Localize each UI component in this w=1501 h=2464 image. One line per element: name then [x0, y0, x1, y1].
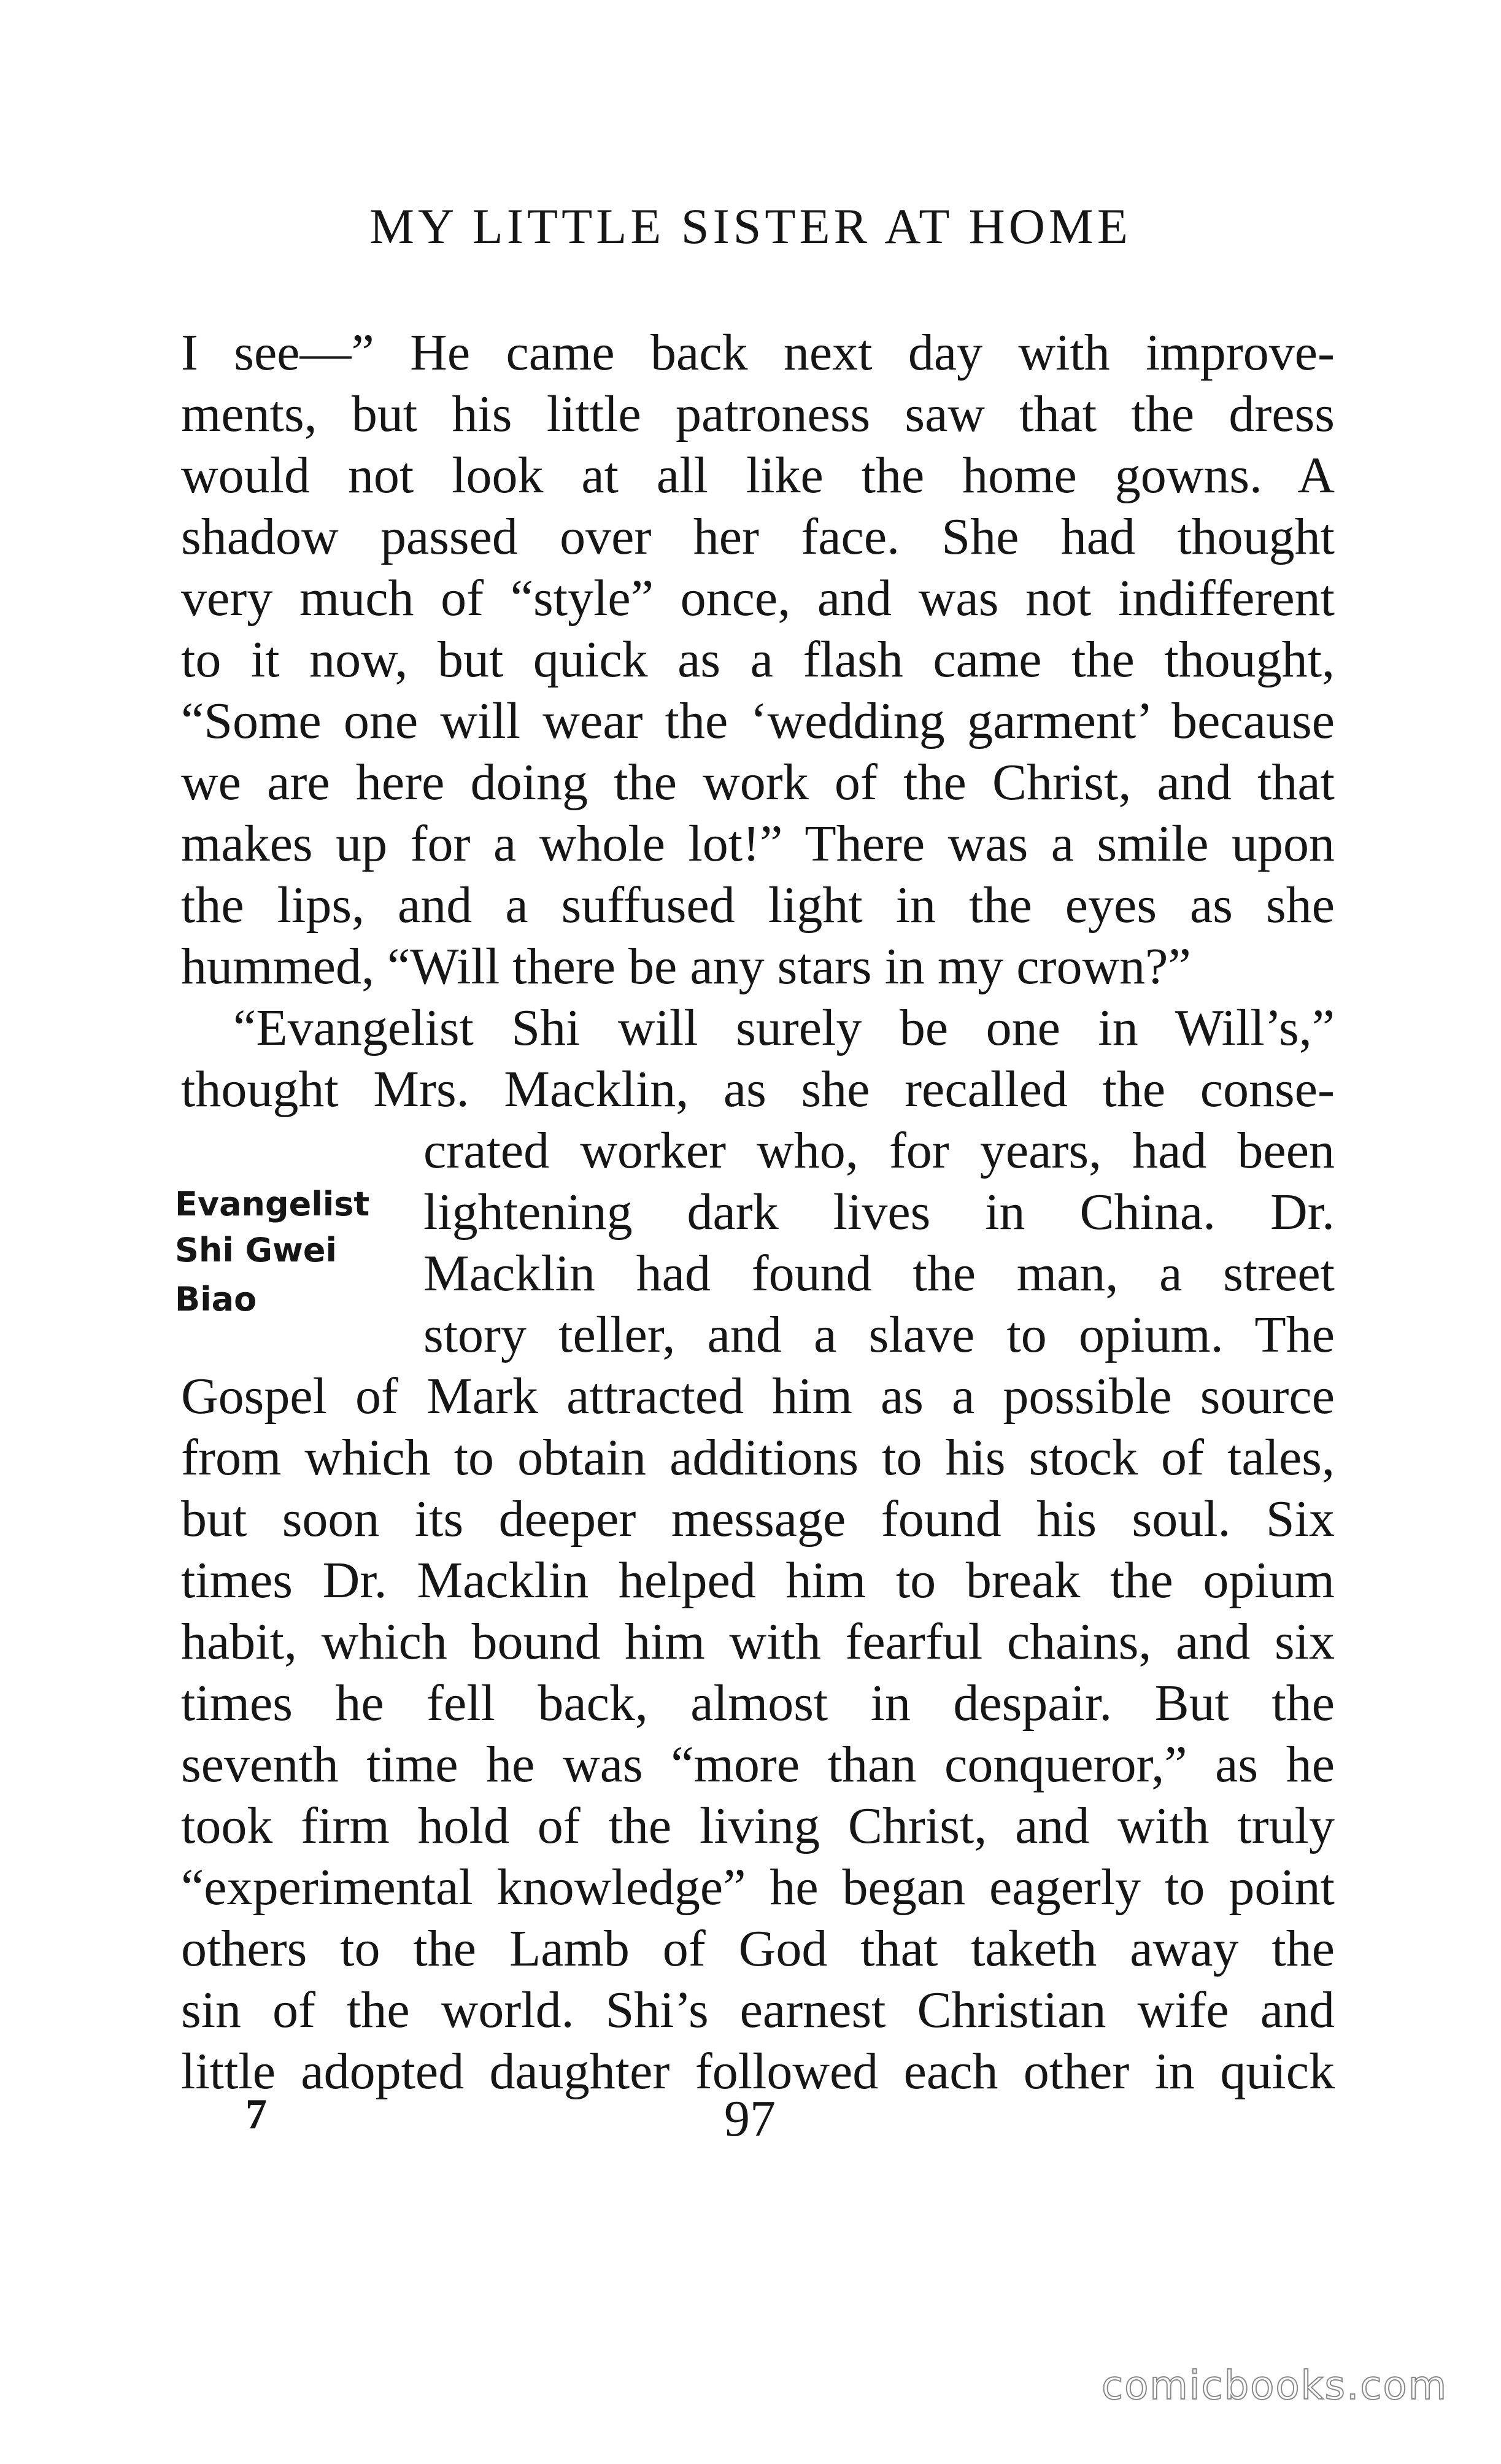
text-line: thought Mrs. Macklin, as she recalled the conse-: [181, 1061, 1335, 1118]
text-line: hummed, “Will there be any stars in my crown?”: [181, 938, 1191, 995]
text-line: lightening dark lives in China. Dr.: [423, 1184, 1335, 1241]
text-line: makes up for a whole lot!” There was a smile upon: [181, 815, 1335, 872]
watermark: comicbooks.com: [1102, 2363, 1448, 2409]
text-line: shadow passed over her face. She had thought: [181, 508, 1335, 565]
running-head: MY LITTLE SISTER AT HOME: [369, 198, 1132, 254]
text-line: took firm hold of the living Christ, and with truly: [181, 1797, 1335, 1854]
text-line: from which to obtain additions to his stock of tales,: [181, 1429, 1335, 1486]
text-line: I see—” He came back next day with improve-: [181, 324, 1335, 381]
text-line: ments, but his little patroness saw that the dress: [181, 385, 1335, 443]
signature-mark: 7: [245, 2091, 267, 2138]
text-line: “experimental knowledge” he began eagerly to point: [181, 1859, 1335, 1916]
page-number: 97: [724, 2090, 776, 2147]
text-line: habit, which bound him with fearful chains, and six: [181, 1613, 1335, 1670]
text-line: “Evangelist Shi will surely be one in Will’s,”: [233, 999, 1335, 1056]
text-line: would not look at all like the home gowns. A: [181, 447, 1335, 504]
text-line: others to the Lamb of God that taketh away the: [181, 1920, 1335, 1977]
text-line: little adopted daughter followed each other in quick: [181, 2043, 1335, 2100]
text-line: to it now, but quick as a flash came the thought,: [181, 631, 1335, 688]
text-line: crated worker who, for years, had been: [423, 1122, 1335, 1179]
margin-note-line: Evangelist: [175, 1185, 370, 1223]
text-line: the lips, and a suffused light in the eyes as she: [181, 877, 1335, 934]
text-line: very much of “style” once, and was not indifferent: [181, 570, 1335, 627]
text-line: seventh time he was “more than conqueror,” as he: [181, 1736, 1335, 1793]
text-line: but soon its deeper message found his soul. Six: [181, 1490, 1335, 1548]
text-line: we are here doing the work of the Christ, and that: [181, 754, 1335, 811]
text-line: times Dr. Macklin helped him to break the opium: [181, 1552, 1335, 1609]
margin-note-line: Shi Gwei: [175, 1231, 337, 1269]
text-line: Macklin had found the man, a street: [423, 1245, 1335, 1302]
text-line: story teller, and a slave to opium. The: [423, 1306, 1335, 1363]
text-line: Gospel of Mark attracted him as a possible source: [181, 1368, 1335, 1425]
text-line: “Some one will wear the ‘wedding garment’ because: [181, 692, 1335, 750]
text-line: times he fell back, almost in despair. But the: [181, 1675, 1335, 1732]
margin-note-line: Biao: [175, 1280, 257, 1319]
text-line: sin of the world. Shi’s earnest Christian wife and: [181, 1982, 1335, 2039]
